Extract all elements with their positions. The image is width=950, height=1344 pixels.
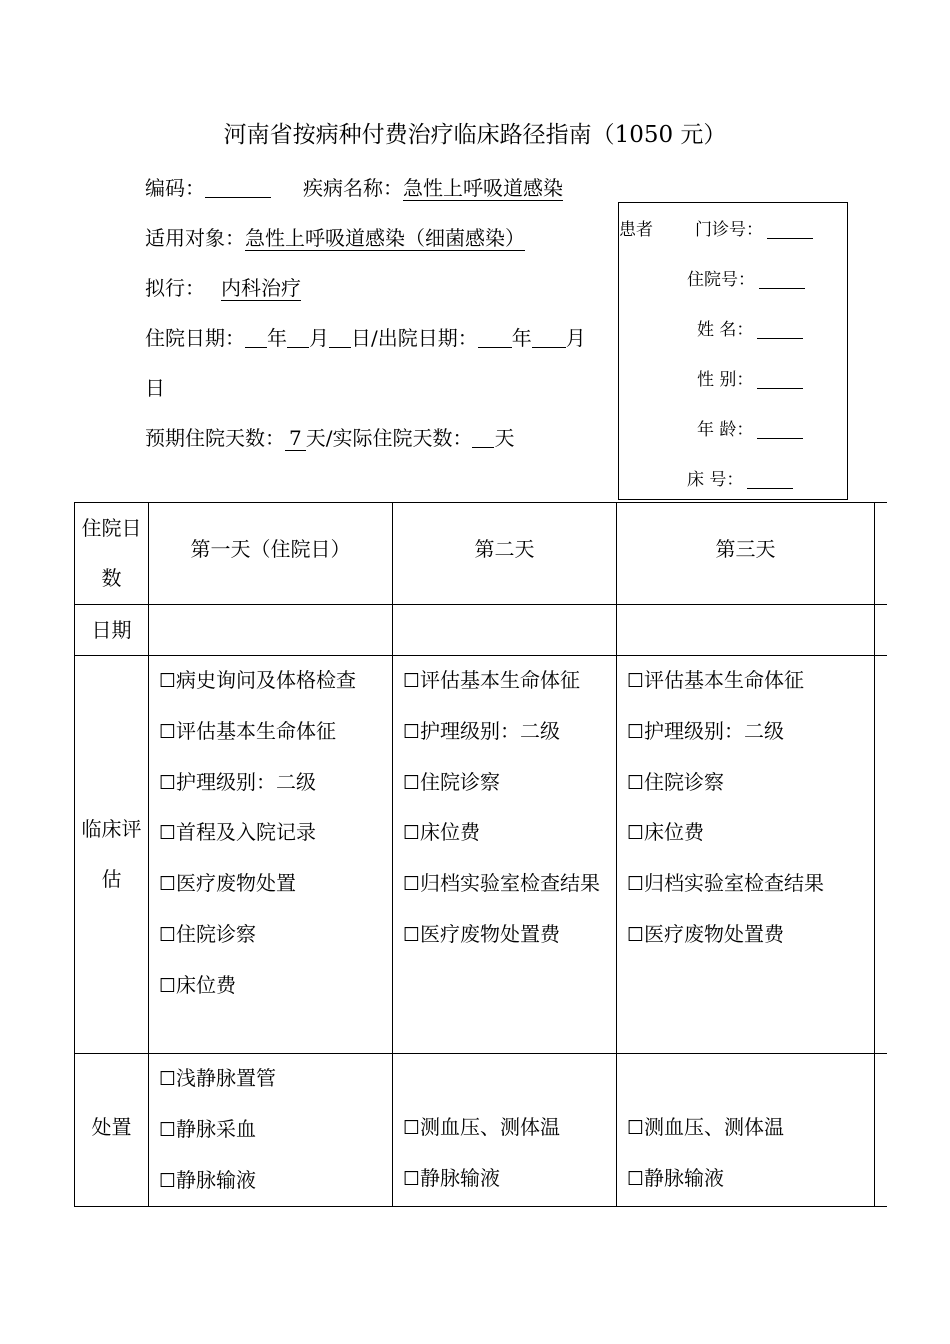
field-label: 年 龄： [697, 420, 754, 440]
actual-days-blank[interactable] [472, 429, 494, 448]
check-item[interactable] [159, 910, 392, 961]
item-label: 住院诊察 [420, 769, 501, 794]
field-blank[interactable] [759, 274, 805, 289]
item-label: 住院诊察 [176, 921, 257, 946]
assessment-row [75, 656, 887, 1054]
exec-value: 内科治疗 [221, 276, 301, 300]
treatment-row [75, 1054, 887, 1207]
target-value: 急性上呼吸道感染（细菌感染） [245, 226, 525, 250]
truncated-cell [875, 503, 887, 605]
assessment-cell [393, 656, 617, 1054]
checkbox-icon[interactable]: ☐ [159, 974, 177, 997]
date-label: 日期 [75, 605, 149, 656]
day-header: 第三天 [617, 503, 875, 605]
field-label: 床 号： [687, 470, 744, 490]
item-label: 医疗废物处置费 [420, 921, 561, 946]
patient-info-box [618, 202, 848, 500]
item-label: 浅静脉置管 [176, 1066, 277, 1090]
disease-name: 急性上呼吸道感染 [403, 176, 563, 200]
item-label: 床位费 [420, 820, 481, 845]
dates-line-cont [145, 372, 165, 401]
truncated-cell [875, 1054, 887, 1207]
item-label: 归档实验室检查结果 [644, 871, 825, 896]
date-cell[interactable] [393, 605, 617, 656]
checkbox-icon[interactable]: ☐ [159, 771, 177, 794]
field-blank[interactable] [757, 324, 803, 339]
checkbox-icon[interactable]: ☐ [627, 670, 645, 692]
checkbox-icon[interactable]: ☐ [627, 771, 645, 794]
check-item[interactable] [403, 1154, 616, 1205]
admit-label: 住院日期： [145, 326, 245, 350]
checkbox-icon[interactable]: ☐ [159, 1169, 177, 1192]
field-blank[interactable] [747, 474, 793, 489]
check-item[interactable] [403, 707, 616, 758]
item-label: 床位费 [644, 820, 705, 845]
checkbox-icon[interactable]: ☐ [159, 923, 177, 946]
dates-line [145, 322, 586, 351]
month-label: 月 [309, 326, 329, 350]
field-blank[interactable] [757, 374, 803, 389]
date-cell[interactable] [617, 605, 875, 656]
exec-label: 拟行： [145, 276, 205, 300]
check-item[interactable] [403, 808, 616, 859]
check-item[interactable] [627, 1103, 874, 1154]
checkbox-icon[interactable]: ☐ [159, 1118, 177, 1141]
exec-line [145, 272, 301, 301]
code-blank[interactable] [205, 179, 271, 198]
checkbox-icon[interactable]: ☐ [627, 873, 645, 896]
item-label: 评估基本生命体征 [644, 668, 805, 692]
checkbox-icon[interactable]: ☐ [403, 1117, 421, 1139]
admit-month-blank[interactable] [287, 329, 309, 348]
checkbox-icon[interactable]: ☐ [403, 873, 421, 896]
item-label: 医疗废物处置费 [644, 921, 785, 946]
assessment-cell [149, 656, 393, 1054]
checkbox-icon[interactable]: ☐ [159, 873, 177, 896]
item-label: 测血压、测体温 [420, 1115, 561, 1139]
check-item[interactable] [159, 808, 392, 859]
check-item[interactable] [159, 1054, 392, 1105]
checkbox-icon[interactable]: ☐ [403, 771, 421, 794]
field-label: 住院号： [687, 270, 755, 290]
year-label: 年 [511, 326, 532, 350]
disease-label: 疾病名称： [303, 176, 403, 200]
check-item[interactable] [159, 707, 392, 758]
header-row [75, 503, 887, 605]
check-item[interactable] [627, 808, 874, 859]
day-label: 日 [351, 326, 371, 350]
check-item[interactable] [403, 859, 615, 910]
day-unit: 天 [305, 426, 326, 450]
treatment-label: 处置 [75, 1054, 149, 1207]
checkbox-icon[interactable]: ☐ [403, 720, 421, 743]
item-label: 首程及入院记录 [176, 820, 317, 845]
admit-day-blank[interactable] [329, 329, 351, 348]
actual-label: /实际住院天数： [325, 426, 473, 450]
item-label: 归档实验室检查结果 [420, 871, 601, 896]
patient-field [695, 215, 813, 240]
item-label: 评估基本生命体征 [176, 718, 337, 743]
page-title: 河南省按病种付费治疗临床路径指南（1050 元） [223, 122, 727, 148]
expected-value: 7 [285, 427, 306, 451]
field-label: 门诊号： [695, 220, 763, 240]
year-label: 年 [267, 326, 287, 350]
patient-header: 患者 [619, 220, 653, 240]
check-item[interactable] [627, 656, 874, 707]
check-item[interactable] [159, 656, 392, 707]
patient-field [697, 315, 803, 340]
checkbox-icon[interactable]: ☐ [627, 822, 645, 845]
check-item[interactable] [159, 1156, 392, 1207]
date-row [75, 605, 887, 656]
assessment-label: 临床评估 [75, 656, 149, 1054]
assessment-cell [617, 656, 875, 1054]
check-item[interactable] [159, 1105, 392, 1156]
item-label: 静脉输液 [644, 1165, 725, 1190]
discharge-label: /出院日期： [371, 326, 478, 350]
check-item[interactable] [627, 859, 874, 910]
discharge-year-blank[interactable] [478, 329, 512, 348]
date-cell[interactable] [149, 605, 393, 656]
checkbox-icon[interactable]: ☐ [403, 923, 421, 946]
item-label: 住院诊察 [644, 769, 725, 794]
item-label: 床位费 [176, 972, 237, 997]
month-label: 月 [565, 326, 586, 350]
patient-field [697, 365, 803, 390]
checkbox-icon[interactable]: ☐ [403, 670, 421, 692]
discharge-month-blank[interactable] [532, 329, 566, 348]
check-item[interactable] [159, 859, 392, 910]
field-label: 性 别： [697, 370, 754, 390]
checkbox-icon[interactable]: ☐ [403, 1167, 421, 1190]
day-header: 第一天（住院日） [149, 503, 393, 605]
code-label: 编码： [145, 176, 205, 200]
checkbox-icon[interactable]: ☐ [627, 1167, 645, 1190]
item-label: 静脉输液 [420, 1165, 501, 1190]
day-header: 第二天 [393, 503, 617, 605]
pathway-table [74, 502, 887, 1207]
checkbox-icon[interactable]: ☐ [159, 1068, 177, 1090]
checkbox-icon[interactable]: ☐ [159, 670, 177, 692]
checkbox-icon[interactable]: ☐ [627, 923, 645, 946]
check-item[interactable] [627, 910, 874, 961]
item-label: 护理级别：二级 [420, 718, 561, 743]
item-label: 静脉输液 [176, 1167, 257, 1192]
check-item[interactable] [627, 758, 874, 809]
checkbox-icon[interactable]: ☐ [403, 822, 421, 845]
code-line [145, 172, 563, 201]
item-label: 护理级别：二级 [644, 718, 785, 743]
target-line [145, 222, 525, 251]
stay-line [145, 422, 514, 451]
item-label: 测血压、测体温 [644, 1115, 785, 1139]
check-item[interactable] [403, 656, 616, 707]
target-label: 适用对象： [145, 226, 245, 250]
checkbox-icon[interactable]: ☐ [159, 822, 177, 845]
item-label: 静脉采血 [176, 1116, 257, 1141]
field-label: 姓 名： [697, 320, 754, 340]
truncated-cell [875, 605, 887, 656]
day-unit: 天 [494, 426, 515, 450]
check-item[interactable] [403, 1103, 616, 1154]
checkbox-icon[interactable]: ☐ [627, 720, 645, 743]
item-label: 医疗废物处置 [176, 871, 297, 896]
check-item[interactable] [627, 1154, 874, 1205]
checkbox-icon[interactable]: ☐ [627, 1117, 645, 1139]
header-label: 住院日数 [75, 503, 149, 605]
check-item[interactable] [159, 961, 392, 1012]
patient-field [687, 465, 793, 490]
item-label: 病史询问及体格检查 [176, 668, 357, 692]
field-blank[interactable] [767, 224, 813, 239]
patient-field [687, 265, 805, 290]
check-item[interactable] [403, 910, 616, 961]
item-label: 评估基本生命体征 [420, 668, 581, 692]
truncated-cell [875, 656, 887, 1054]
admit-year-blank[interactable] [245, 329, 267, 348]
check-item[interactable] [403, 758, 616, 809]
treatment-cell [149, 1054, 393, 1207]
expected-label: 预期住院天数： [145, 426, 285, 450]
day-label: 日 [145, 376, 165, 400]
treatment-cell [617, 1054, 875, 1207]
check-item[interactable] [159, 758, 392, 809]
item-label: 护理级别：二级 [176, 769, 317, 794]
patient-field [697, 415, 803, 440]
checkbox-icon[interactable]: ☐ [159, 720, 177, 743]
treatment-cell [393, 1054, 617, 1207]
field-blank[interactable] [757, 424, 803, 439]
check-item[interactable] [627, 707, 874, 758]
